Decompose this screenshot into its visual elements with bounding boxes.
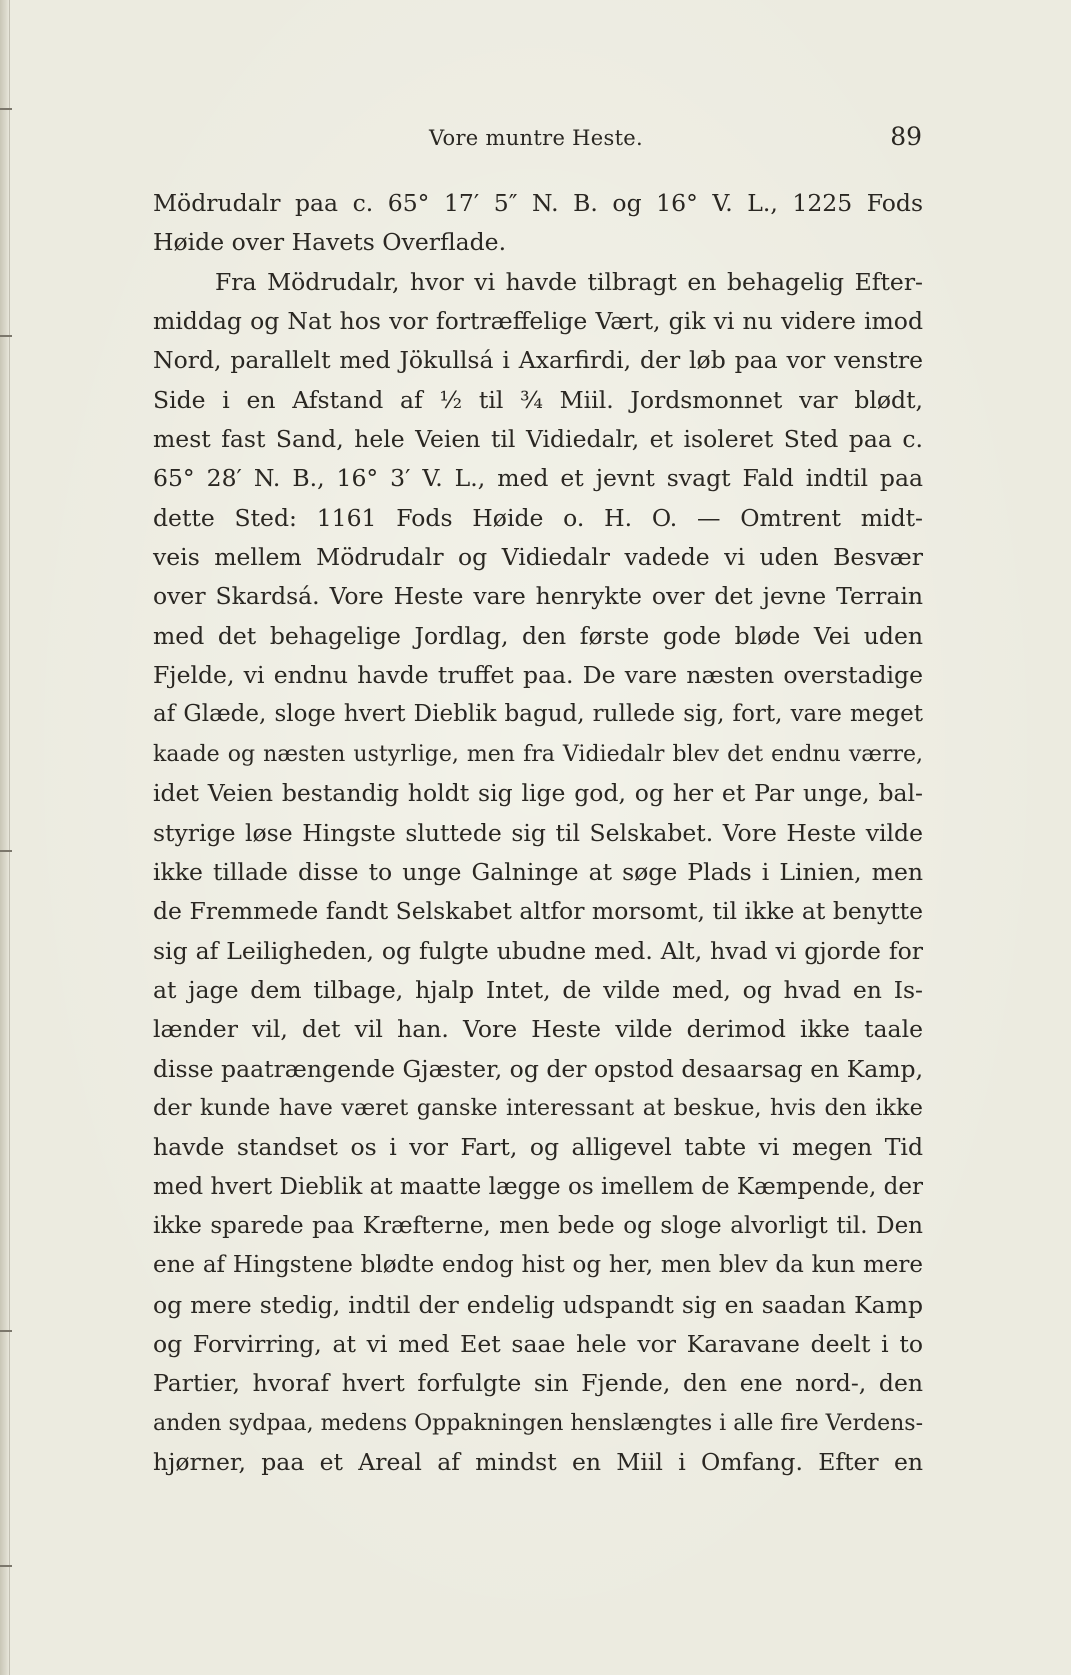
text-line: med hvert Dieblik at maatte lægge os imellem de Kæmpende, der bbox=[153, 1173, 923, 1200]
text-line: Fra Mödrudalr, hvor vi havde tilbragt en behagelig Efter- bbox=[215, 267, 923, 296]
page-number: 89 bbox=[890, 122, 922, 151]
text-line: middag og Nat hos vor fortræffelige Vært, gik vi nu videre imod bbox=[153, 307, 923, 336]
binding-stitch-mark bbox=[0, 850, 12, 852]
text-line: sig af Leiligheden, og fulgte ubudne med. Alt, hvad vi gjorde for bbox=[153, 936, 923, 965]
text-line: lænder vil, det vil han. Vore Heste vilde derimod ikke taale bbox=[153, 1015, 923, 1044]
text-line: ene af Hingstene blødte endog hist og her, men blev da kun mere bbox=[153, 1252, 923, 1279]
binding-stitch-mark bbox=[0, 1330, 12, 1332]
text-line: Side i en Afstand af ½ til ¾ Miil. Jordsmonnet var blødt, bbox=[153, 385, 923, 414]
text-line: de Fremmede fandt Selskabet altfor morsomt, til ikke at benytte bbox=[153, 897, 923, 926]
binding-thread-line bbox=[9, 0, 10, 1675]
text-line: hjørner, paa et Areal af mindst en Miil i Omfang. Efter en bbox=[153, 1448, 923, 1476]
text-line: havde standset os i vor Fart, og alligevel tabte vi megen Tid bbox=[153, 1133, 923, 1162]
text-line: med det behagelige Jordlag, den første gode bløde Vei uden bbox=[153, 621, 923, 650]
text-line: Mödrudalr paa c. 65° 17′ 5″ N. B. og 16° V. L., 1225 Fods bbox=[153, 189, 923, 217]
text-line: mest fast Sand, hele Veien til Vidiedalr, et isoleret Sted paa c. bbox=[153, 425, 923, 454]
binding-stitch-mark bbox=[0, 108, 12, 110]
text-line: Nord, parallelt med Jökullsá i Axarfirdi, der løb paa vor venstre bbox=[153, 346, 923, 375]
text-line: kaade og næsten ustyrlige, men fra Vidiedalr blev det endnu værre, bbox=[153, 741, 923, 767]
text-line: at jage dem tilbage, hjalp Intet, de vilde med, og hvad en Is- bbox=[153, 975, 923, 1004]
text-line: idet Veien bestandig holdt sig lige god, og her et Par unge, bal- bbox=[153, 779, 923, 808]
text-line: og Forvirring, at vi med Eet saae hele vor Karavane deelt i to bbox=[153, 1329, 923, 1358]
binding-stitch-mark bbox=[0, 335, 12, 337]
text-line: over Skardsá. Vore Heste vare henrykte over det jevne Terrain bbox=[153, 582, 923, 611]
text-line: anden sydpaa, medens Oppakningen henslængtes i alle fire Verdens- bbox=[153, 1410, 923, 1436]
text-line: Fjelde, vi endnu havde truffet paa. De vare næsten overstadige bbox=[153, 661, 923, 690]
text-line: Partier, hvoraf hvert forfulgte sin Fjende, den ene nord-, den bbox=[153, 1369, 923, 1398]
text-line: ikke tillade disse to unge Galninge at søge Plads i Linien, men bbox=[153, 857, 923, 886]
text-line: styrige løse Hingste sluttede sig til Selskabet. Vore Heste vilde bbox=[153, 818, 923, 847]
body-text bbox=[153, 184, 923, 1482]
running-head: Vore muntre Heste. bbox=[428, 126, 644, 150]
text-line: veis mellem Mödrudalr og Vidiedalr vadede vi uden Besvær bbox=[153, 543, 923, 572]
text-line: der kunde have været ganske interessant at beskue, hvis den ikke bbox=[153, 1094, 923, 1121]
text-line: og mere stedig, indtil der endelig udspandt sig en saadan Kamp bbox=[153, 1290, 923, 1319]
text-line: 65° 28′ N. B., 16° 3′ V. L., med et jevnt svagt Fald indtil paa bbox=[153, 464, 923, 493]
text-line: Høide over Havets Overflade. bbox=[153, 228, 507, 257]
binding-stitch-mark bbox=[0, 1565, 12, 1567]
page-header bbox=[150, 122, 922, 158]
text-line: ikke sparede paa Kræfterne, men bede og sloge alvorligt til. Den bbox=[153, 1212, 923, 1239]
text-line: af Glæde, sloge hvert Dieblik bagud, rullede sig, fort, vare meget bbox=[153, 701, 923, 728]
text-line: disse paatrængende Gjæster, og der opstod desaarsag en Kamp, bbox=[153, 1054, 924, 1083]
text-line: dette Sted: 1161 Fods Høide o. H. O. — Omtrent midt- bbox=[153, 503, 923, 532]
